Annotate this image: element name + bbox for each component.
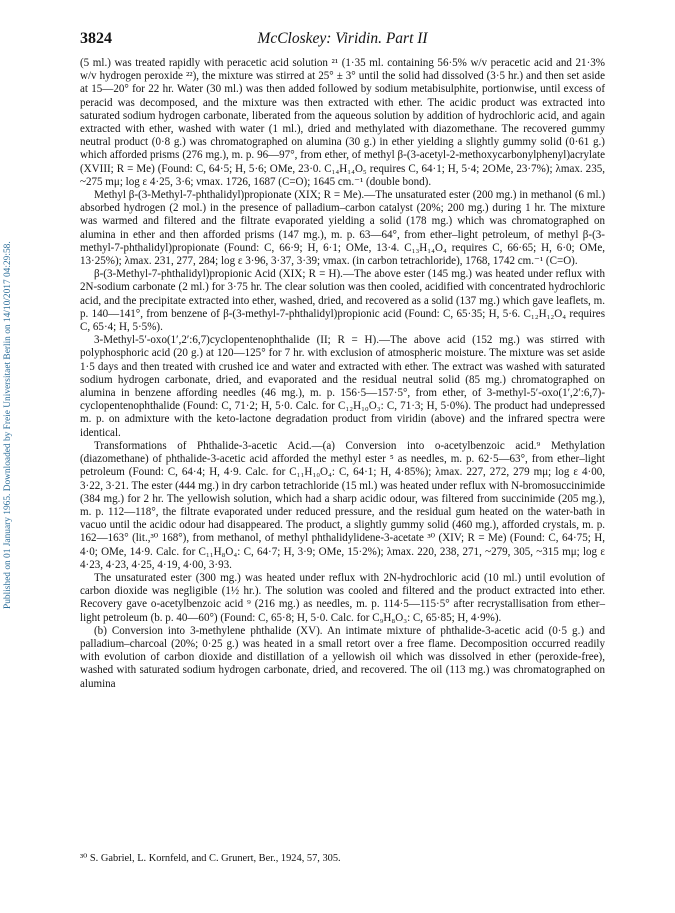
download-provenance-note: Published on 01 January 1965. Downloaded by Freie Universitaet Berlin on 14/10/2017 04:29:58. — [3, 241, 13, 609]
paragraph-methyl-ester-hydrogenation: Methyl β-(3-Methyl-7-phthalidyl)propionate (XIX; R = Me).—The unsaturated ester (200 mg.) in methanol (6 ml.) absorbed hydrogen (2 mol.) in the presence of palladium–carbon catalyst (20%; 200 mg.) during 1 hr. The mixture was warmed and filtered and the filtrate evaporated yielding a solid (178 mg.) which was chromatographed on alumina in ether and then afforded prisms (147 mg.), m. p. 63—64°, from ether–light petroleum, of methyl β-(3-methyl-7-phthalidyl)propionate (Found: C, 66·9; H, 6·1; OMe, 13·4. C₁₃H₁₄O₄ requires C, 66·65; H, 6·0; OMe, 13·25%); λmax. 231, 277, 284; log ε 3·96, 3·37, 3·39; νmax. (in carbon tetrachloride), 1768, 1742 cm.⁻¹ (C=O). — [80, 189, 605, 268]
paragraph-transformations: Transformations of Phthalide-3-acetic Acid.—(a) Conversion into o-acetylbenzoic acid.⁹ Methylation (diazomethane) of phthalide-3-acetic acid afforded the methyl ester ⁵ as needles, m. p. 62·5—63°, from ether–light petroleum (Found: C, 64·4; H, 4·9. Calc. for C₁₁H₁₀O₄: C, 64·1; H, 4·85%); λmax. 227, 272, 279 mμ; log ε 4·00, 3·22, 3·21. The ester (444 mg.) in dry carbon tetrachloride (15 ml.) was heated under reflux with N-bromosuccinimide (384 mg.) for 2 hr. The yellowish solution, which had a sharp acidic odour, was filtered from succinimide (205 mg.), m. p. 112—118°, the filtrate evaporated under reduced pressure, and the residual gum heated on the water-bath in vacuo until the acidic odour had disappeared. The product, a slightly gummy solid (460 mg.), afforded crystals, m. p. 162—163° (lit.,³⁰ 168°), from methanol, of methyl phthalidylidene-3-acetate ³⁰ (XIV; R = Me) (Found: C, 64·75; H, 4·0; OMe, 14·9. Calc. for C₁₁H₈O₄: C, 64·7; H, 3·9; OMe, 15·2%); λmax. 220, 238, 271, ~279, 305, ~315 mμ; log ε 4·23, 4·23, 4·25, 4·19, 4·00, 3·93. — [80, 439, 605, 571]
page-number: 3824 — [80, 30, 112, 47]
paragraph-unsaturated-ester: The unsaturated ester (300 mg.) was heated under reflux with 2N-hydrochloric acid (10 ml.) until evolution of carbon dioxide was negligible (1½ hr.). The solution was cooled and filtered and the product extracted into ether. Recovery gave o-acetylbenzoic acid ⁹ (216 mg.) as needles, m. p. 114·5—115·5° after recrystallisation from ether–light petroleum (b. p. 40—60°) (Found: C, 65·8; H, 5·0. Calc. for C₉H₈O₃: C, 65·85; H, 4·9%). — [80, 571, 605, 624]
page-header — [80, 30, 605, 52]
footnote: ³⁰ S. Gabriel, L. Kornfeld, and C. Grunert, Ber., 1924, 57, 305. — [80, 853, 341, 864]
paragraph-methylene-phthalide: (b) Conversion into 3-methylene phthalide (XV). An intimate mixture of phthalide-3-acetic acid (0·5 g.) and palladium–charcoal (20%; 0·25 g.) was heated in a small retort over a free flame. Decomposition occurred readily with evolution of carbon dioxide and distillation of a yellowish oil which was dissolved in ether (peroxide-free), washed with saturated sodium hydrogen carbonate, dried, and recovered. The oil (113 mg.) was chromatographed on alumina — [80, 624, 605, 690]
paragraph-1: (5 ml.) was treated rapidly with peracetic acid solution ²¹ (1·35 ml. containing 56·5% w/v peracetic acid and 21·3% w/v hydrogen peroxide ²²), the mixture was stirred at 25° ± 3° until the solid had dissolved (3·5 hr.) and then set aside at 15—20° for 22 hr. Water (30 ml.) was then added followed by sodium metabisulphite, portionwise, until excess of peracid was decomposed, and the mixture was then extracted with ether. The acidic product was extracted into saturated sodium hydrogen carbonate, liberated from the aqueous solution by addition of hydrochloric acid, and again extracted with ether, washed with water (1 ml.), dried and methylated with diazomethane. The recovered gummy neutral product (0·8 g.) was chromatographed on alumina (30 g.) in ether yielding a slightly gummy solid (0·61 g.) which afforded prisms (276 mg.), m. p. 96—97°, from ether, of methyl β-(3-acetyl-2-methoxycarbonylphenyl)acrylate (XVIII; R = Me) (Found: C, 64·5; H, 5·6; OMe, 23·0. C₁₄H₁₄O₅ requires C, 64·1; H, 5·4; 2OMe, 23·7%); λmax. 235, ~275 mμ; log ε 4·25, 3·6; νmax. 1726, 1687 (C=O); 1645 cm.⁻¹ (double bond). — [80, 57, 605, 188]
article-body — [80, 57, 605, 691]
paragraph-cyclopentenophthalide: 3-Methyl-5′-oxo(1′,2′:6,7)cyclopentenophthalide (II; R = H).—The above acid (152 mg.) was stirred with polyphosphoric acid (20 g.) at 120—125° for 7 hr. with exclusion of atmospheric moisture. The mixture was set aside 1·5 days and then treated with crushed ice and water and extracted with ether. The extract was washed with saturated sodium hydrogen carbonate, dried, and evaporated and the residual neutral solid (85 mg.) chromatographed on alumina in benzene affording needles (46 mg.), m. p. 156·5—157·5°, from ether, of 3-methyl-5′-oxo(1′,2′:6,7)-cyclopentenophthalide (Found: C, 71·2; H, 5·0. Calc. for C₁₂H₁₀O₃: C, 71·3; H, 5·0%). The product had undepressed m. p. on admixture with the keto-lactone degradation product from viridin (above) and the infrared spectra were identical. — [80, 334, 605, 439]
running-title: McCloskey: Viridin. Part II — [257, 30, 428, 47]
paragraph-propionic-acid: β-(3-Methyl-7-phthalidyl)propionic Acid (XIX; R = H).—The above ester (145 mg.) was heated under reflux with 2N-sodium carbonate (2 ml.) for 3·75 hr. The clear solution was then cooled, acidified with concentrated hydrochloric acid, and the precipitate extracted into ether, washed, dried, and recovered as a solid (137 mg.) which gave leaflets, m. p. 140—141°, from benzene of β-(3-methyl-7-phthalidyl)propionic acid (Found: C, 65·35; H, 5·6. C₁₂H₁₂O₄ requires C, 65·4; H, 5·5%). — [80, 268, 605, 334]
